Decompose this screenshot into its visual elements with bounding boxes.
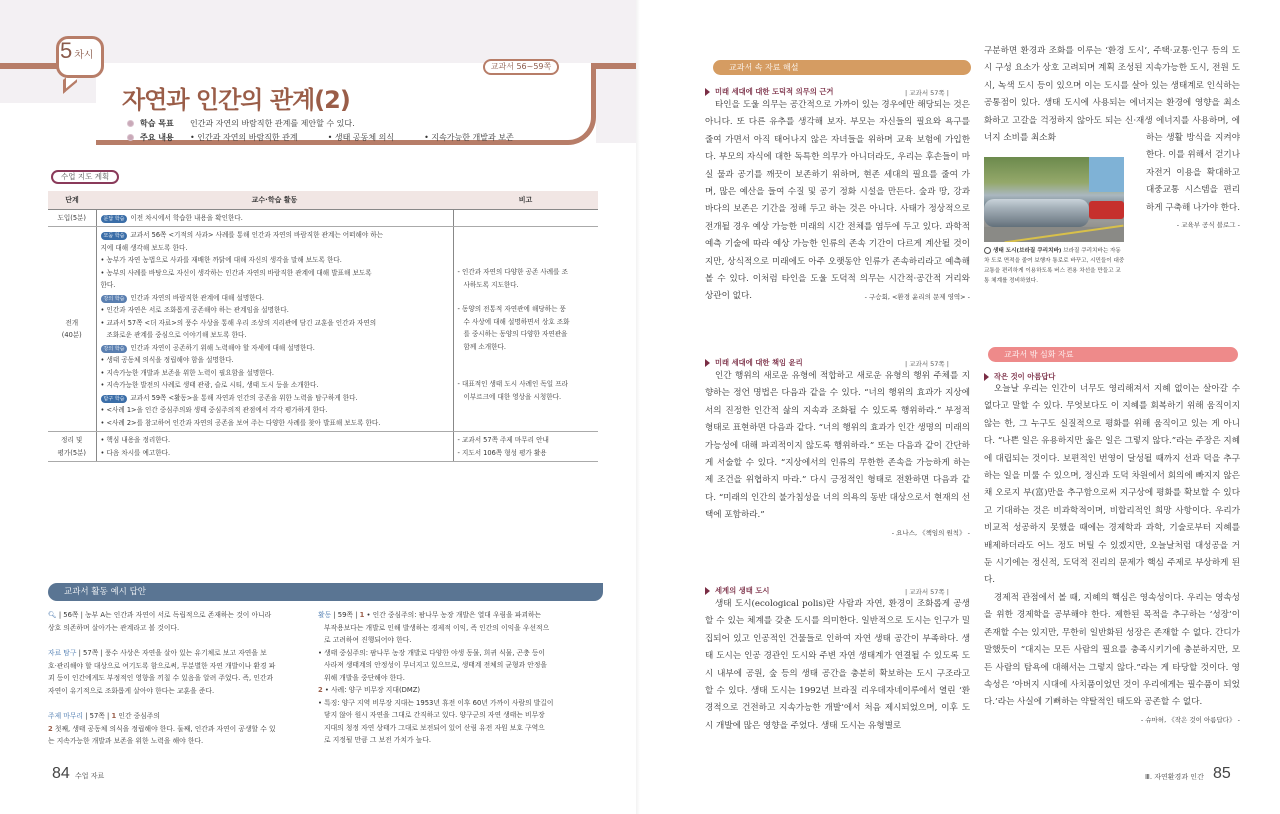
answer-activity: 활동 | 59쪽 | 1 • 인간 중심주의: 팜나무 농장 개발은 열대 우림을 파괴하는 부작용보다는 개발로 인해 발생하는 경제적 이익, 즉 인간의 이익을 우선적으 로 고려하여 진행되어야 한다. • 생태 중심주의: 팜나무 농장 개발로 다양한 야생 동물, 희귀 식물, 곤충 등이 사라져 생태계의 안정성이 무너지고 있으므로, 생태계 전체의 균형과 안정을 위해 개발을 중단해야 한다. 2 • 사례: 양구 비무장 지대(DMZ) • 특징: 양구 지역 비무장 지대는 1953년 휴전 이후 60년 가까이 사람의 발길이 닿지 않아 원시 자연을 그대로 간직하고 있다. 양구군의 자연 생태는 비무장 지대의 청정 자연 상태가 그대로 보전되어 있어 산림 유전 자원 보호 구역으 로 지정될 만큼 그 보전 가치가 높다. [318,611,554,744]
photo-caption: 생태 도시(브라질 쿠리치바) 브라질 쿠리치바는 자동차 도로 면적을 줄여 보행자 통로로 바꾸고, 시민들이 대중교통을 편리하게 이용하도록 버스 전용 차선을 만들고 교통 체계를 정비하였다. [984,248,1125,284]
answer-question: 🔍︎ | 56쪽 | 농부 A는 인간과 자연이 서로 독립적으로 존재하는 것이 아니라 상호 의존하며 살아가는 관계라고 볼 것이다. [48,611,272,632]
page-label: Ⅲ. 자연환경과 인간 [1145,773,1204,781]
triangle-marker-icon [984,373,989,381]
triangle-marker-icon [705,359,710,367]
article-responsibility-ethics: 인간 행위의 새로운 유형에 적합하고 새로운 유형의 행위 주체를 지향하는 정언 명법은 다음과 같을 수 있다. “너의 행위의 효과가 지상에서의 진정한 인간적 삶의 지속과 조화될 수 있도록 행위하라.” 부정적 형태로 표현하면 다음과 같다. “너의 행위의 효과가 인간 생명의 미래의 가능성에 대해 파괴적이지 않도록 행위하라.” 또는 다음과 같이 간단하게 서술할 수 있다. “지상에서의 인류의 무한한 존속을 가능하게 하는 제 조건을 위협하지 마라.” 다시 긍정적인 형태로 전환하면 다음과 같다. “미래의 인간의 불가침성을 너의 의욕의 동반 대상으로서 현재의 선택에 포함하라.” - 요나스, 《책임의 원칙》 - [705,371,970,537]
answers-section-title: 교과서 활동 예시 답안 [48,583,603,601]
tag-badge: 강의 학습 [101,295,128,303]
article-small-is-beautiful: 오늘날 우리는 인간이 너무도 영리해져서 지혜 없이는 살아갈 수 없다고 말할 수 있다. 무엇보다도 이 지혜를 회복하기 위해 움직이지 않는 한, 그 누구도 실질적으로 평화를 위해 움직이고 있는 게 아니다. “나쁜 일은 유용하지만 옳은 일은 그렇지 않다.”라는 주장은 지혜에 대립되는 것이다. 보편적인 번영이 달성될 때까지 선과 덕을 추구하는 일을 미룰 수 있으며, 정신과 도덕 차원에서 회의에 빠지지 않은 채 오로지 부(富)만을 추구함으로써 지구상에 평화를 확보할 수 있다고 기대하는 것은 비과학적이며, 비합리적인 희망 사항이다. 우리가 비교적 성공하지 못했을 때에는 경제학과 과학, 기술로부터 지혜를 배제하더라도 어느 정도 버틸 수 있겠지만, 오늘날처럼 대성공을 거둔 시기에는 정신적, 도덕적 진리의 문제가 핵심 주제로 부상하게 된다. 경제적 관점에서 볼 때, 지혜의 핵심은 영속성이다. 우리는 영속성을 위한 경제학을 공부해야 한다. 제한된 목적을 추구하는 ‘성장’이 존재할 수는 있지만, 무한히 일반화된 성장은 존재할 수 없다. 간디가 말했듯이 “대지는 모든 사람의 필요를 충족시키기에 충분하지만, 모든 사람의 탐욕에 대해서는 그렇지 않다.”라는 게 타당할 것이다. 영속성은 ‘아버지 시대에 사치품이었던 것이 우리에게는 필수품이 되었다.’라는 사실에 기뻐하는 약탈적인 태도와 공존할 수 없다. - 슈마허, 《작은 것이 아름답다》 - [984,384,1240,724]
article-eco-cities: 생태 도시(ecological polis)란 사람과 자연, 환경이 조화롭게 공생할 수 있는 체계를 갖춘 도시를 의미한다. 일반적으로 도시는 인구가 밀집되어 있고 인공적인 건물들로 인하여 자연 생태 공간이 부족하다. 생태 도시는 인공 경관인 도시와 주변 자연 생태계가 연결될 수 있도록 도시 내부에 공원, 숲 등의 생태 공간을 충분히 확보하는 도시 구조라고 할 수 있다. 생태 도시는 1992년 브라질 리우데자네이루에서 열린 ‘환경적으로 건전하고 지속가능한 개발’에서 처음 제시되었으며, 이후 도시 개발에 많은 영향을 주었다. 생태 도시는 유형별로 [705,599,970,731]
article-eco-cities-continued: 구분하면 환경과 조화를 이루는 ‘환경 도시’, 주택·교통·인구 등의 도시 구성 요소가 상호 고려되며 계획 조성된 지속가능한 도시, 전원 도시, 녹색 도시 등이 있으며 이는 도시를 살아 있는 생태계로 인식하는 공통점이 있다. 생태 도시에 사용되는 에너지는 환경에 영향을 최소화하고 고갈을 걱정하지 않아도 되는 신·재생 에너지를 사용하며, 에너지 소비를 최소화 [984,46,1240,144]
triangle-marker-icon [705,88,710,96]
bullet-dot-icon [127,120,134,127]
header-band-extension [596,103,640,143]
answer-topic-wrapup: 주제 마무리 | 57쪽 | 1 인간 중심주의 2 첫째, 생태 공동체 의식을 정립해야 한다. 둘째, 인간과 자연이 공생할 수 있 는 지속가능한 개발과 보존을 위한 노력을 해야 한다. [48,712,276,745]
search-icon: 🔍︎ [48,611,57,619]
subheading-responsibility-ethics: 미래 세대에 대한 책임 윤리 [705,358,803,368]
textbook-pages-badge: 교과서 56~59쪽 [483,59,559,75]
page-label: 수업 자료 [75,772,105,780]
lesson-number: 5 차시 [60,38,94,63]
tag-badge: 탐구 학습 [101,395,128,403]
tag-badge: 모둠 학습 [101,232,128,240]
article-moral-duty: 타인을 도울 의무는 공간적으로 가까이 있는 경우에만 해당되는 것은 아니다. 또 다른 유추를 생각해 보자. 부모는 자신들의 필요와 욕구를 줄여 가면서 아직 태어나지 않은 자녀들을 위하며 교육 보험에 가입한다. 부모의 자식에 대한 독특한 의무가 아니더라도, 우리는 후손들이 마실 물과 공기를 깨끗이 보존하기 위하며, 현존 세대의 필요를 줄여 가며, 많은 예산을 들여 수질 및 공기 정화 시설을 만든다. 숲과 땅, 강과 바다의 보존은 기간을 정해 두고 하는 것은 아니다. 사태가 정상적으로 전개될 경우 예상 가능한 미래의 시간 전체를 염두에 두고 있다. 과학적 예측 기술에 따라 예상 가능한 인류의 존속 기간이 다르게 계산될 것이지만, 상식적으로 미래에도 아주 오랫동안 인류가 존속하리라고 예측해 볼 수 있다. 이처럼 타인을 도울 도덕적 의무는 시간적·공간적 거리와 상관이 없다. - 구승회, <환경 윤리의 문제 영역> - [705,100,970,302]
plan-section-title: 수업 지도 계획 [51,170,119,184]
learning-goal: 학습 목표 인간과 자연의 바람직한 관계를 제안할 수 있다. [127,118,355,129]
subheading-small-is-beautiful: 작은 것이 아름답다 [984,372,1055,382]
article-eco-cities-sidebar: 하는 생활 방식을 지켜야 한다. 이를 위해서 걷기나 자전거 이용을 확대하고 대중교통 시스템을 편리하게 구축해 나가야 한다. - 교육부 공식 블로그 - [1146,133,1240,230]
col-activity: 교수·학습 활동 [96,191,453,209]
answer-data-inquiry: 자료 탐구 | 57쪽 | 풍수 사상은 자연을 살아 있는 유기체로 보고 자연을 보 호·관리해야 할 대상으로 여기도록 함으로써, 무분별한 자연 개발이나 환경 파 괴 등이 인간에게도 부정적인 영향을 끼칠 수 있음을 알려 주었다. 즉, 인간과 자연이 유기적으로 조화롭게 살아야 한다는 교훈을 준다. [48,649,276,695]
textbook-ref: | 교과서 57쪽 | [905,89,949,97]
textbook-ref: | 교과서 57쪽 | [905,588,949,596]
bullet-dot-icon [127,134,134,141]
tag-badge: 강의 학습 [101,345,128,353]
table-row-intro: 도입(5분) 문답 학습 이전 차시에서 학습한 내용을 확인한다. [48,209,598,227]
section-extended-materials: 교과서 밖 심화 자료 [988,347,1238,362]
eco-city-photo [984,157,1124,242]
col-note: 비고 [453,191,598,209]
subheading-eco-cities: 세계의 생태 도시 [705,586,769,596]
section-textbook-materials: 교과서 속 자료 해설 [713,60,971,75]
textbook-ref: | 교과서 57쪽 | [905,360,949,368]
page-number: 84 [52,765,70,782]
subheading-moral-duty: 미래 세대에 대한 도덕적 의무의 근거 [705,87,833,97]
col-stage: 단계 [48,191,96,209]
main-contents: 주요 내용 • 인간과 자연의 바람직한 관계 • 생태 공동체 의식 • 지속가능한 개발과 보존 [127,132,514,143]
photo-marker-icon [984,247,991,254]
tag-badge: 문답 학습 [101,215,128,223]
table-row-wrapup: 정리 및 평가(5분) • 핵심 내용을 정리한다. • 다음 차시를 예고한다. - 교과서 57쪽 주제 마무리 안내 - 지도서 106쪽 형성 평가 활용 [48,432,598,462]
table-row-development: 전개 (40분) 모둠 학습 교과서 56쪽 <기적의 사과> 사례를 통해 인간과 자연의 바람직한 관계는 어떠해야 하는 지에 대해 생각해 보도록 한다. • 농부가 자연 농법으로 사과를 재배한 까닭에 대해 자신의 생각을 말해 보도록 한다. • 농부의 사례를 바탕으로 자신이 생각하는 인간과 자연의 바람직한 관계에 대해 발표해 보도록 한다. 강의 학습 인간과 자연의 바람직한 관계에 대해 설명한다. • 인간과 자연은 서로 조화롭게 공존해야 하는 관계임을 설명한다. • 교과서 57쪽 <더 자료>의 풍수 사상을 통해 우리 조상의 지리관에 담긴 교훈을 인간과 자연의 조화로운 관계를 중심으로 이야기해 보도록 한다. 강의 학습 인간과 자연이 공존하기 위해 노력해야 할 자세에 대해 설명한다. • 생태 공동체 의식을 정립해야 함을 설명한다. • 지속가능한 개발과 보존을 위한 노력이 필요함을 설명한다. • 지속가능한 발전의 사례로 생태 관광, 슬로 시티, 생태 도시 등을 소개한다. 탐구 학습 교과서 59쪽 <활동>을 통해 자연과 인간의 공존을 위한 노력을 탐구하게 한다. • <사례 1>을 인간 중심주의와 생태 중심주의적 관점에서 각각 평가하게 한다. • <사례 2>를 참고하여 인간과 자연의 공존을 보여 주는 다양한 사례를 찾아 발표해 보도록 한다. - 인간과 자연의 다양한 공존 사례를 조 사하도록 지도한다. - 동양의 전통적 자연관에 해당하는 풍 수 사상에 대해 설명하면서 상호 조화 를 중시하는 동양의 다양한 자연관을 함께 소개한다. - 대표적인 생태 도시 사례인 독일 프라 이부르크에 대한 영상을 시청한다. [48,227,598,432]
page-title: 자연과 인간의 관계(2) [122,86,350,114]
triangle-marker-icon [705,587,710,595]
page-number: 85 [1213,765,1231,782]
lesson-plan-table [48,191,598,462]
